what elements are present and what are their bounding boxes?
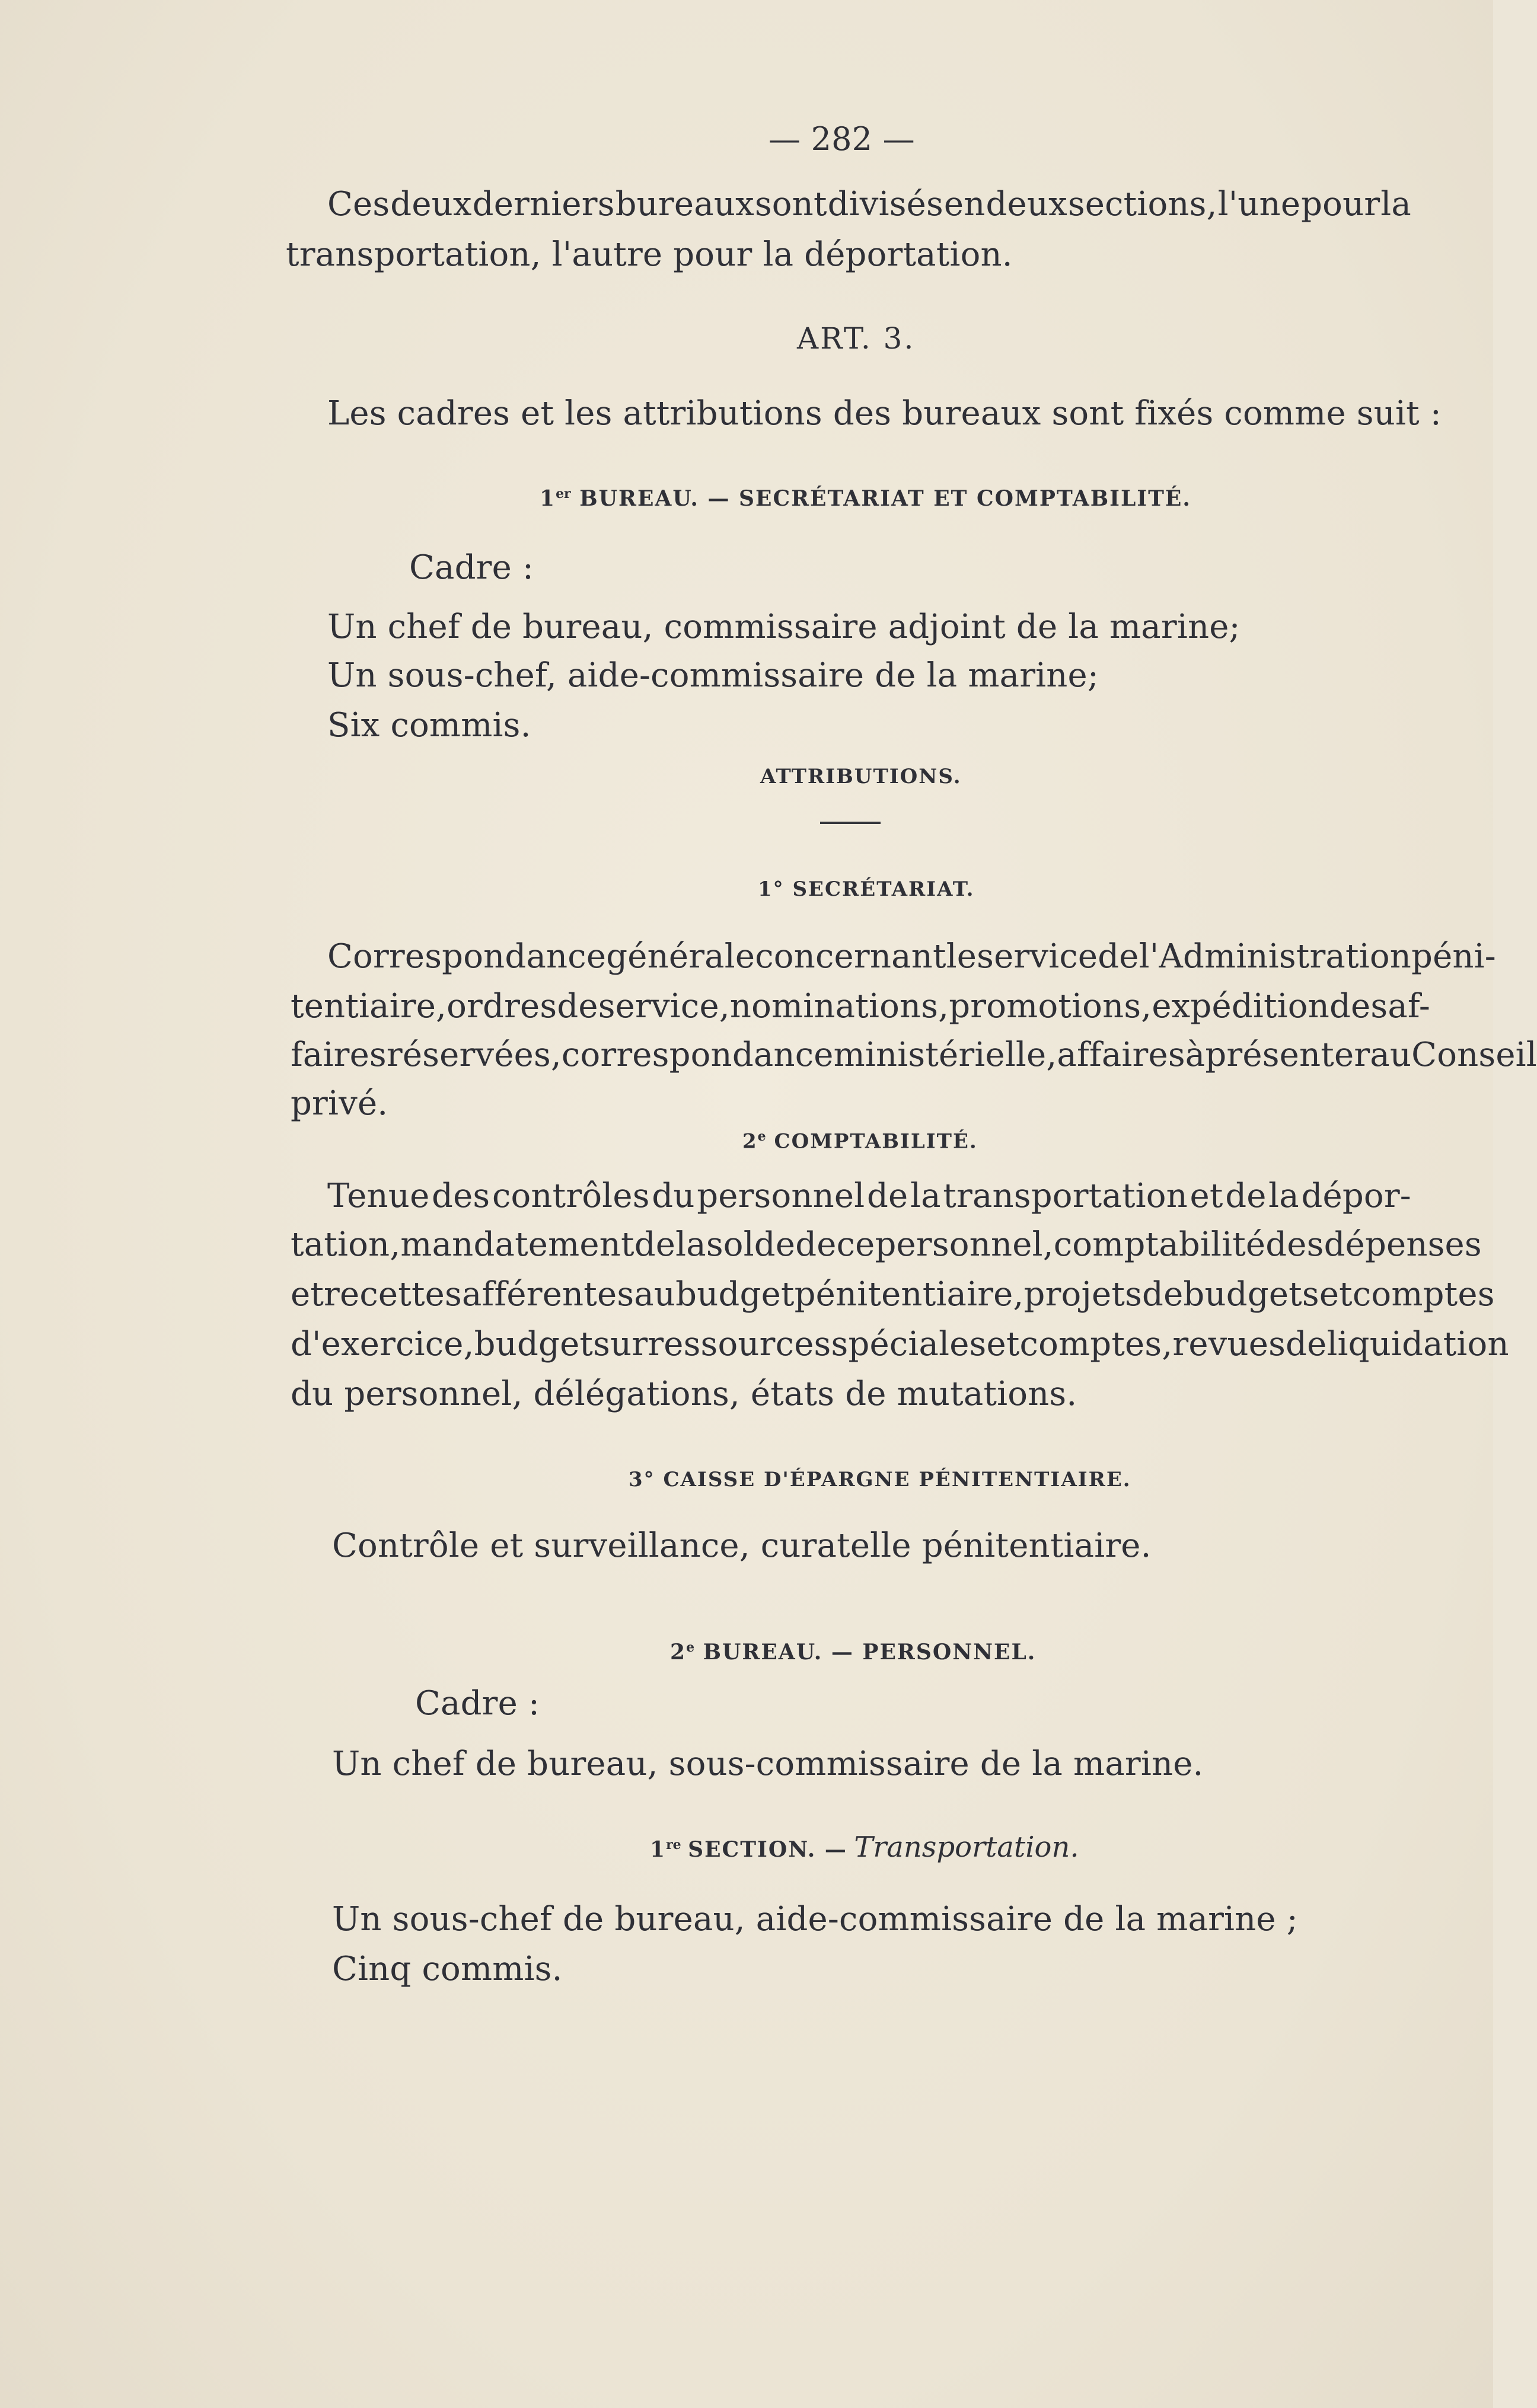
- attributions-rule: [820, 822, 881, 824]
- comptabilite-line-5: du personnel, délégations, états de mutations.: [291, 1375, 1077, 1413]
- comptabilite-line-4: d'exercice, budget sur ressources spéciales et comptes, revues de liquidation: [291, 1325, 1509, 1363]
- secretariat-line-1: Correspondance générale concernant le service de l'Administration péni-: [327, 937, 1496, 976]
- bureau1-heading-sup: er: [556, 486, 571, 502]
- page-number: — 282 —: [769, 120, 915, 158]
- comptabilite-line-3: et recettes afférentes au budget pénitentiaire, projets de budgets et comptes: [291, 1275, 1495, 1314]
- bureau2-heading: [670, 1640, 1036, 1665]
- bureau2-heading-text: BUREAU. — PERSONNEL.: [703, 1640, 1037, 1665]
- bureau2-cadre-label: Cadre :: [415, 1684, 540, 1723]
- bureau2-heading-num: 2: [670, 1640, 687, 1665]
- comptabilite-sup: e: [757, 1129, 766, 1144]
- bureau1-cadre-label: Cadre :: [409, 548, 534, 587]
- bureau1-staff-2: Un sous-chef, aide-commissaire de la marine;: [327, 656, 1099, 695]
- article-heading: ART. 3.: [797, 321, 916, 356]
- section-num: 1: [650, 1837, 667, 1862]
- secretariat-heading: 1° SECRÉTARIAT.: [758, 877, 975, 901]
- intro-line-1: Ces deux derniers bureaux sont divisés en deux sections, l'une pour la: [327, 185, 1411, 223]
- intro-line-2: transportation, l'autre pour la déportation.: [286, 235, 1013, 274]
- section-title: Transportation.: [854, 1831, 1079, 1864]
- section-staff-2: Cinq commis.: [332, 1950, 563, 1988]
- secretariat-line-4: privé.: [291, 1084, 388, 1123]
- bureau1-heading: [540, 486, 1191, 511]
- comptabilite-line-2: tation, mandatement de la solde de ce personnel, comptabilité des dépenses: [291, 1225, 1482, 1264]
- section-label: SECTION. —: [688, 1837, 847, 1862]
- bureau1-heading-num: 1: [540, 486, 556, 511]
- secretariat-line-2: tentiaire, ordres de service, nominations, promotions, expédition des af-: [291, 987, 1430, 1026]
- comptabilite-num: 2: [742, 1129, 758, 1154]
- caisse-text: Contrôle et surveillance, curatelle pénitentiaire.: [332, 1526, 1152, 1565]
- comptabilite-heading: [742, 1129, 978, 1153]
- secretariat-line-3: faires réservées, correspondance ministérielle, affaires à présenter au Conseil: [291, 1036, 1537, 1074]
- attributions-heading: ATTRIBUTIONS.: [760, 765, 962, 788]
- section-sup: re: [666, 1837, 681, 1853]
- caisse-heading: 3° CAISSE D'ÉPARGNE PÉNITENTIAIRE.: [629, 1468, 1131, 1492]
- bureau2-heading-sup: e: [686, 1640, 695, 1655]
- bureau1-heading-text: BUREAU. — SECRÉTARIAT ET COMPTABILITÉ.: [579, 486, 1191, 511]
- section-staff-1: Un sous-chef de bureau, aide-commissaire de la marine ;: [332, 1900, 1298, 1938]
- comptabilite-line-1: Tenue des contrôles du personnel de la transportation et de la dépor-: [327, 1177, 1411, 1215]
- comptabilite-heading-text: COMPTABILITÉ.: [774, 1129, 978, 1154]
- article-text: Les cadres et les attributions des bureaux sont fixés comme suit :: [327, 394, 1442, 433]
- section-heading: [650, 1831, 1079, 1864]
- bureau1-staff-3: Six commis.: [327, 706, 531, 745]
- bureau1-staff-1: Un chef de bureau, commissaire adjoint de la marine;: [327, 608, 1241, 646]
- bureau2-staff: Un chef de bureau, sous-commissaire de la marine.: [332, 1745, 1204, 1783]
